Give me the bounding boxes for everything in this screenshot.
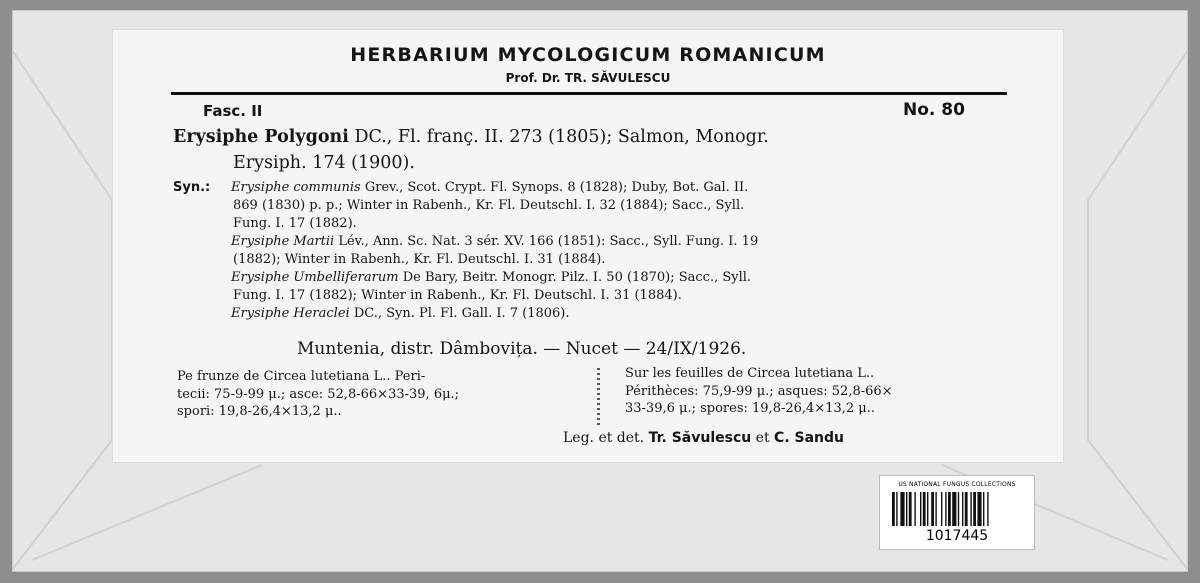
barcode-header: US NATIONAL FUNGUS COLLECTIONS bbox=[898, 481, 1016, 488]
synonym-name: Erysiphe Martii bbox=[231, 234, 335, 249]
description-line: Pe frunze de Circea lutetiana L.. Peri- bbox=[177, 369, 426, 384]
synonyms-label: Syn.: bbox=[173, 180, 211, 195]
description-line: Sur les feuilles de Circea lutetiana L.. bbox=[625, 366, 875, 381]
header-rule bbox=[171, 92, 1007, 95]
collector-name: C. Sandu bbox=[774, 430, 844, 446]
description-french bbox=[625, 365, 1025, 418]
synonym-line: Erysiphe Umbelliferarum De Bary, Beitr. Monogr. Pilz. I. 50 (1870); Sacc., Syll. bbox=[231, 270, 752, 285]
barcode-icon bbox=[892, 492, 1022, 526]
synonym-line: (1882); Winter in Rabenh., Kr. Fl. Deutschl. I. 31 (1884). bbox=[233, 252, 606, 267]
synonym-name: Erysiphe communis bbox=[231, 180, 361, 195]
synonym-line: Fung. I. 17 (1882); Winter in Rabenh., Kr. Fl. Deutschl. I. 31 (1884). bbox=[233, 288, 682, 303]
description-line: Périthèces: 75,9-99 μ.; asques: 52,8-66× bbox=[625, 383, 893, 399]
label-title: HERBARIUM MYCOLOGICUM ROMANICUM bbox=[350, 44, 826, 66]
column-divider bbox=[597, 368, 600, 426]
barcode-number: 1017445 bbox=[925, 528, 989, 544]
species-citation-cont: Erysiph. 174 (1900). bbox=[233, 153, 415, 173]
locality: Muntenia, distr. Dâmbovița. — Nucet — 24/IX/1926. bbox=[297, 339, 747, 359]
synonym-name: Erysiphe Heraclei bbox=[231, 306, 350, 321]
synonym-line: Fung. I. 17 (1882). bbox=[233, 216, 357, 231]
species-name: Erysiphe Polygoni bbox=[173, 127, 349, 147]
description-romanian bbox=[177, 368, 597, 421]
collector-line: Leg. et det. Tr. Săvulescu et C. Sandu bbox=[563, 430, 844, 446]
synonym-line: Erysiphe Martii Lév., Ann. Sc. Nat. 3 sér. XV. 166 (1851): Sacc., Syll. Fung. I. 19 bbox=[231, 234, 759, 249]
barcode-label bbox=[880, 476, 1034, 549]
label-subtitle: Prof. Dr. TR. SĂVULESCU bbox=[505, 71, 671, 85]
synonym-name: Erysiphe Umbelliferarum bbox=[231, 270, 399, 285]
synonym-line: Erysiphe Heraclei DC., Syn. Pl. Fl. Gall. I. 7 (1806). bbox=[231, 306, 570, 321]
species-line bbox=[173, 127, 769, 147]
species-citation: DC., Fl. franç. II. 273 (1805); Salmon, Monogr. bbox=[348, 127, 769, 147]
description-line: spori: 19,8-26,4×13,2 μ.. bbox=[177, 404, 342, 419]
synonym-line: 869 (1830) p. p.; Winter in Rabenh., Kr. Fl. Deutschl. I. 32 (1884); Sacc., Syll. bbox=[233, 198, 745, 213]
description-line: 33-39,6 μ.; spores: 19,8-26,4×13,2 μ.. bbox=[625, 401, 875, 416]
specimen-number: No. 80 bbox=[903, 100, 965, 120]
herbarium-label bbox=[113, 30, 1063, 462]
description-line: tecii: 75-9-99 μ.; asce: 52,8-66×33-39, 6μ.; bbox=[177, 386, 460, 402]
collector-name: Tr. Săvulescu bbox=[648, 430, 752, 446]
fascicle: Fasc. II bbox=[203, 102, 263, 120]
synonym-line: Erysiphe communis Grev., Scot. Crypt. Fl. Synops. 8 (1828); Duby, Bot. Gal. II. bbox=[231, 180, 749, 195]
